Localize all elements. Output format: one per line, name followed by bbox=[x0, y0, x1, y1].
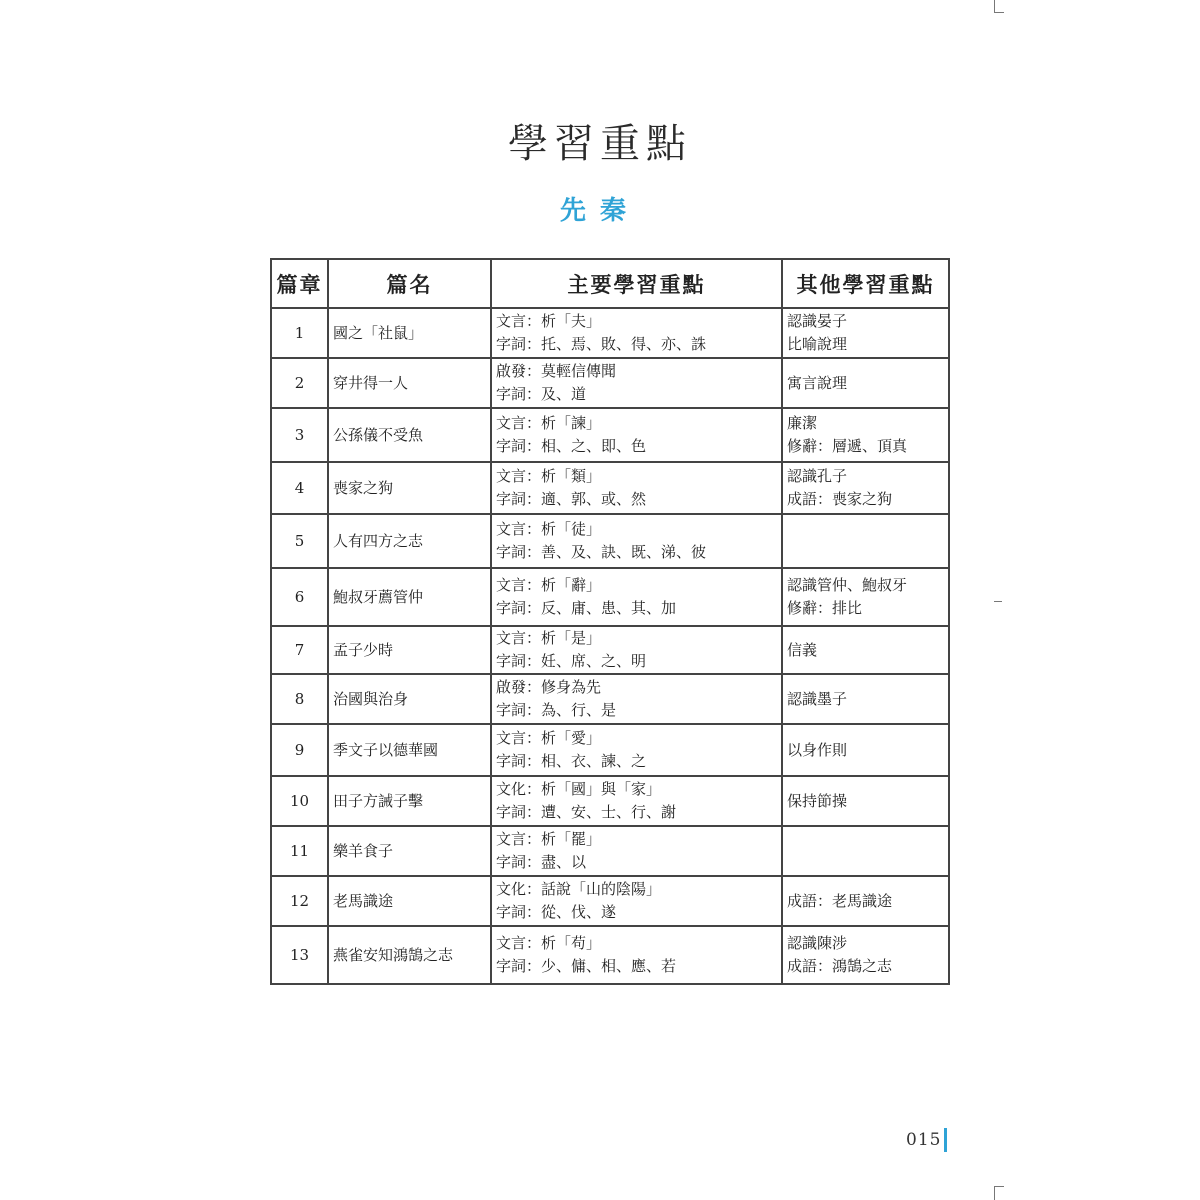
main-point-line: 文言：析「苟」 bbox=[496, 934, 602, 952]
page-number: 015 bbox=[906, 1130, 942, 1150]
main-learning-points bbox=[491, 308, 782, 358]
page-title: 學習重點 bbox=[508, 121, 692, 167]
other-point-line: 比喻說理 bbox=[787, 335, 848, 353]
chapter-number: 8 bbox=[271, 674, 328, 724]
header-other-points: 其他學習重點 bbox=[782, 259, 949, 308]
crop-mark-right-middle bbox=[994, 601, 1002, 602]
other-point-line: 修辭：排比 bbox=[787, 599, 863, 617]
other-learning-points bbox=[782, 826, 949, 876]
main-learning-points bbox=[491, 674, 782, 724]
chapter-title: 田子方誡子擊 bbox=[328, 776, 491, 826]
chapter-number: 1 bbox=[271, 308, 328, 358]
other-point-line: 成語：喪家之狗 bbox=[787, 490, 893, 508]
section-subtitle: 先秦 bbox=[559, 196, 640, 226]
other-point-line: 保持節操 bbox=[787, 791, 848, 810]
chapter-number: 3 bbox=[271, 408, 328, 462]
main-point-line: 文化：析「國」與「家」 bbox=[496, 780, 662, 798]
other-point-line: 認識墨子 bbox=[787, 689, 848, 708]
main-point-line: 字詞：托、焉、敗、得、亦、誅 bbox=[496, 335, 707, 353]
other-learning-points bbox=[782, 776, 949, 826]
main-learning-points bbox=[491, 826, 782, 876]
main-point-line: 文言：析「類」 bbox=[496, 467, 602, 485]
main-point-line: 字詞：相、衣、諫、之 bbox=[496, 752, 647, 770]
chapter-title: 喪家之狗 bbox=[328, 462, 491, 514]
table-header-row bbox=[271, 259, 949, 308]
chapter-title: 孟子少時 bbox=[328, 626, 491, 674]
crop-mark-top-right-vertical bbox=[994, 0, 995, 12]
learning-points-table bbox=[270, 258, 950, 985]
main-point-line: 字詞：從、伐、遂 bbox=[496, 903, 617, 921]
main-learning-points bbox=[491, 462, 782, 514]
other-learning-points bbox=[782, 876, 949, 926]
main-point-line: 啟發：修身為先 bbox=[496, 678, 602, 696]
table-row bbox=[271, 826, 949, 876]
chapter-number: 9 bbox=[271, 724, 328, 776]
page-number-bar bbox=[944, 1128, 947, 1152]
main-point-line: 字詞：妊、席、之、明 bbox=[496, 652, 647, 670]
other-learning-points bbox=[782, 358, 949, 408]
main-learning-points bbox=[491, 776, 782, 826]
other-point-line: 認識陳涉 bbox=[787, 934, 848, 952]
chapter-title: 鮑叔牙薦管仲 bbox=[328, 568, 491, 626]
other-learning-points bbox=[782, 926, 949, 984]
main-learning-points bbox=[491, 626, 782, 674]
table-row bbox=[271, 626, 949, 674]
other-point-line: 修辭：層遞、頂真 bbox=[787, 437, 908, 455]
chapter-number: 13 bbox=[271, 926, 328, 984]
other-point-line: 廉潔 bbox=[787, 414, 818, 432]
other-learning-points bbox=[782, 514, 949, 568]
header-title: 篇名 bbox=[328, 259, 491, 308]
other-learning-points bbox=[782, 308, 949, 358]
main-learning-points bbox=[491, 568, 782, 626]
main-point-line: 字詞：少、傭、相、應、若 bbox=[496, 957, 677, 975]
other-learning-points bbox=[782, 724, 949, 776]
chapter-number: 5 bbox=[271, 514, 328, 568]
table-row bbox=[271, 674, 949, 724]
table-row bbox=[271, 408, 949, 462]
other-point-line: 信義 bbox=[787, 640, 818, 659]
main-point-line: 文言：析「徒」 bbox=[496, 520, 602, 538]
main-learning-points bbox=[491, 926, 782, 984]
other-point-line: 認識管仲、鮑叔牙 bbox=[787, 576, 908, 594]
other-point-line: 認識晏子 bbox=[787, 312, 848, 330]
main-point-line: 啟發：莫輕信傳聞 bbox=[496, 362, 617, 380]
table-row bbox=[271, 926, 949, 984]
chapter-title: 公孫儀不受魚 bbox=[328, 408, 491, 462]
table-row bbox=[271, 514, 949, 568]
chapter-title: 老馬識途 bbox=[328, 876, 491, 926]
other-learning-points bbox=[782, 462, 949, 514]
chapter-title: 人有四方之志 bbox=[328, 514, 491, 568]
other-point-line: 認識孔子 bbox=[787, 467, 848, 485]
header-main-points: 主要學習重點 bbox=[491, 259, 782, 308]
other-point-line: 成語：老馬識途 bbox=[787, 891, 893, 910]
other-learning-points bbox=[782, 626, 949, 674]
main-point-line: 字詞：反、庸、患、其、加 bbox=[496, 599, 677, 617]
table-row bbox=[271, 876, 949, 926]
other-learning-points bbox=[782, 568, 949, 626]
crop-mark-bottom-right-vertical bbox=[994, 1186, 995, 1200]
chapter-number: 2 bbox=[271, 358, 328, 408]
main-point-line: 文言：析「夫」 bbox=[496, 312, 602, 330]
chapter-number: 7 bbox=[271, 626, 328, 674]
main-point-line: 字詞：適、郭、或、然 bbox=[496, 490, 647, 508]
other-point-line: 成語：鴻鵠之志 bbox=[787, 957, 893, 975]
main-point-line: 字詞：為、行、是 bbox=[496, 701, 617, 719]
table-row bbox=[271, 776, 949, 826]
chapter-title: 國之「社鼠」 bbox=[328, 308, 491, 358]
main-point-line: 文化：話說「山的陰陽」 bbox=[496, 880, 662, 898]
crop-mark-bottom-right-horizontal bbox=[994, 1186, 1004, 1187]
main-point-line: 字詞：及、道 bbox=[496, 385, 587, 403]
main-point-line: 文言：析「是」 bbox=[496, 629, 602, 647]
chapter-title: 治國與治身 bbox=[328, 674, 491, 724]
table-row bbox=[271, 358, 949, 408]
chapter-title: 穿井得一人 bbox=[328, 358, 491, 408]
chapter-title: 樂羊食子 bbox=[328, 826, 491, 876]
main-learning-points bbox=[491, 408, 782, 462]
main-point-line: 字詞：相、之、即、色 bbox=[496, 437, 647, 455]
table-row bbox=[271, 568, 949, 626]
main-learning-points bbox=[491, 876, 782, 926]
chapter-title: 季文子以德華國 bbox=[328, 724, 491, 776]
main-point-line: 文言：析「罷」 bbox=[496, 830, 602, 848]
chapter-number: 4 bbox=[271, 462, 328, 514]
crop-mark-top-right-horizontal bbox=[994, 12, 1004, 13]
main-point-line: 字詞：盡、以 bbox=[496, 853, 587, 871]
other-point-line: 以身作則 bbox=[787, 740, 848, 759]
chapter-title: 燕雀安知鴻鵠之志 bbox=[328, 926, 491, 984]
main-point-line: 字詞：善、及、訣、既、涕、彼 bbox=[496, 543, 707, 561]
main-learning-points bbox=[491, 514, 782, 568]
main-point-line: 文言：析「諫」 bbox=[496, 414, 602, 432]
table-body bbox=[271, 308, 949, 984]
other-point-line: 寓言說理 bbox=[787, 373, 848, 392]
chapter-number: 11 bbox=[271, 826, 328, 876]
main-point-line: 文言：析「辭」 bbox=[496, 576, 602, 594]
main-learning-points bbox=[491, 358, 782, 408]
main-learning-points bbox=[491, 724, 782, 776]
table-row bbox=[271, 724, 949, 776]
other-learning-points bbox=[782, 674, 949, 724]
table-row bbox=[271, 462, 949, 514]
chapter-number: 10 bbox=[271, 776, 328, 826]
chapter-number: 6 bbox=[271, 568, 328, 626]
header-chapter: 篇章 bbox=[271, 259, 328, 308]
main-point-line: 字詞：遭、安、士、行、謝 bbox=[496, 803, 677, 821]
table-row bbox=[271, 308, 949, 358]
other-learning-points bbox=[782, 408, 949, 462]
chapter-number: 12 bbox=[271, 876, 328, 926]
main-point-line: 文言：析「愛」 bbox=[496, 729, 602, 747]
